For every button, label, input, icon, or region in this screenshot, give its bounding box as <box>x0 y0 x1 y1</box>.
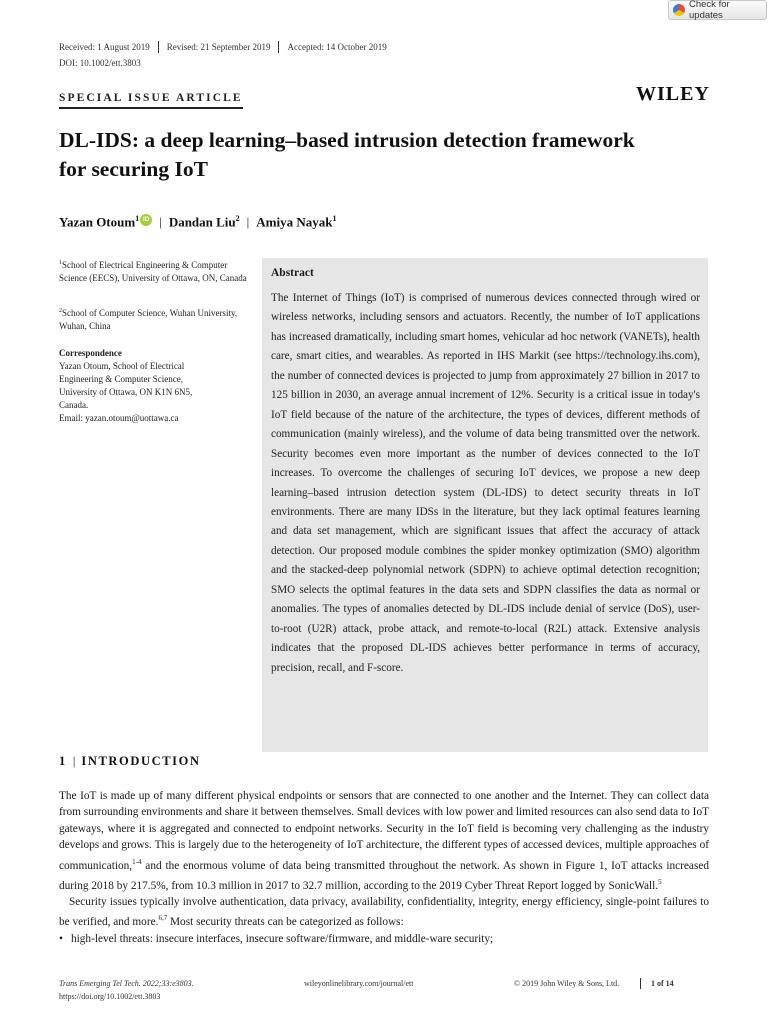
date-divider <box>278 41 279 53</box>
journal-site-link[interactable]: wileyonlinelibrary.com/journal/ett <box>304 979 414 988</box>
abstract-box <box>262 258 708 752</box>
correspondence-line: Yazan Otoum, School of Electrical <box>59 361 185 371</box>
crossmark-icon <box>673 4 685 16</box>
paragraph: Security issues typically involve authentication, data privacy, availability, confidentiality, integrity, energy efficiency, single-point failures to be verified, and more.$^{6,7}$ Most security threats can be categorized as follows: <box>59 895 709 929</box>
revised-date: Revised: 21 September 2019 <box>166 42 271 52</box>
abstract-text: The Internet of Things (IoT) is comprised of numerous devices connected through wired or wireless networks, including sensors and actuators. Recently, the number of IoT applications has increased dramatically, including smart homes, vehicular ad hoc network (VANETs), health care, smart cities, and wearables. As reported in IHS Markit (see https://technology.ihs.com), the number of connected devices is projected to jump from approximately 27 billion in 2017 to 125 billion in 2030, an average annual increment of 12%. Security is a critical issue in today's IoT field because of the nature of the architecture, the types of devices, different methods of communication (mainly wireless), and the volume of data being transmitted over the network. Security becomes even more important as the number of devices connected to the IoT increases. To overcome the challenges of securing IoT devices, we propose a new deep learning–based intrusion detection system (DL-IDS) to detect security threats in IoT environments. There are many IDSs in the literature, but they lack optimal features learning and data set management, which are significant issues that affect the accuracy of attack detection. Our proposed module combines the spider monkey optimization (SMO) algorithm and the stacked-deep polynomial network (SDPN) to achieve optimal detection recognition; SMO selects the optimal features in the data sets and SDPN classifies the data as normal or anomalies. The types of anomalies detected by DL-IDS include denial of service (DoS), user-to-root (U2R) attack, probe attack, and remote-to-local (R2L) attack. Extensive analysis indicates that the proposed DL-IDS achieves better performance in terms of accuracy, precision, recall, and F-score. <box>271 292 700 674</box>
introduction-body <box>59 788 709 947</box>
section-heading-introduction <box>59 754 201 769</box>
date-divider <box>158 41 159 53</box>
list-item <box>59 931 709 947</box>
author-name[interactable]: Dandan Liu$^2$ <box>168 214 240 230</box>
affiliation-1: $^1$School of Electrical Engineering & Computer Science (EECS), University of Ottawa, ON, Canada <box>59 260 247 283</box>
bullet-icon: • <box>59 932 63 945</box>
footer-divider <box>640 978 641 989</box>
correspondence-label: Correspondence <box>59 348 122 358</box>
list-item-text: high-level threats: insecure interfaces, insecure software/firmware, and middle-ware security; <box>71 932 494 945</box>
author-list <box>59 214 336 230</box>
correspondence-line: Engineering & Computer Science, <box>59 374 183 384</box>
correspondence-line: Canada. <box>59 400 89 410</box>
check-for-updates-label: Check for updates <box>689 0 730 21</box>
citation-ref[interactable]: 6,7 <box>158 914 168 923</box>
author-separator: | <box>159 214 162 229</box>
doi-link[interactable]: https://doi.org/10.1002/ett.3803 <box>59 992 161 1001</box>
copyright: © 2019 John Wiley & Sons, Ltd. <box>514 979 620 988</box>
correspondence-block <box>59 347 249 425</box>
journal-citation: Trans Emerging Tel Tech. 2022;33:e3803. <box>59 979 194 988</box>
abstract-heading: Abstract <box>271 267 314 279</box>
article-title: DL-IDS: a deep learning–based intrusion detection framework for securing IoT <box>59 128 635 181</box>
author-name[interactable]: Yazan Otoum$^1$ <box>59 214 140 230</box>
author-separator: | <box>246 214 250 229</box>
section-number: 1 <box>59 754 67 768</box>
article-type-label: SPECIAL ISSUE ARTICLE <box>59 92 243 109</box>
article-dates <box>59 41 387 53</box>
accepted-date: Accepted: 14 October 2019 <box>287 42 387 52</box>
author-name[interactable]: Amiya Nayak$^1$ <box>256 214 337 230</box>
correspondence-email[interactable]: Email: yazan.otoum@uottawa.ca <box>59 413 179 423</box>
received-date: Received: 1 August 2019 <box>59 42 150 52</box>
paragraph: The IoT is made up of many different physical endpoints or sensors that are connected to one another and the Internet. They can collect data from surrounding environments and share it between themselves. Small devices with low power and limited resources can also send data to IoT gateways, where it is aggregated and connected to endpoint networks. Security in the IoT field is becoming very challenging as the industry develops and grows. This is largely due to the heterogeneity of IoT architecture, the different types of accessed devices, multiple approaches of communication,$^{1-4}$ and the enormous volume of data being transmitted throughout the network. As shown in Figure 1, IoT attacks increased during 2018 by 217.5%, from 10.3 million in 2017 to 32.7 million, according to the 2019 Cyber Threat Report logged by SonicWall.$^5$ <box>59 790 709 892</box>
affiliation-2: $^2$School of Computer Science, Wuhan University, Wuhan, China <box>59 308 238 331</box>
citation-ref[interactable]: 1-4 <box>132 857 142 866</box>
check-for-updates-button[interactable] <box>668 0 767 20</box>
page-footer <box>59 978 709 1001</box>
correspondence-line: University of Ottawa, ON K1N 6N5, <box>59 387 193 397</box>
citation-ref[interactable]: 5 <box>658 877 662 886</box>
wiley-logo: WILEY <box>636 83 710 105</box>
orcid-icon[interactable]: iD <box>140 214 152 226</box>
doi-line: DOI: 10.1002/ett.3803 <box>59 58 141 68</box>
section-title: INTRODUCTION <box>81 754 201 768</box>
page-number: 1 of 14 <box>651 979 674 988</box>
section-separator: | <box>72 754 76 768</box>
